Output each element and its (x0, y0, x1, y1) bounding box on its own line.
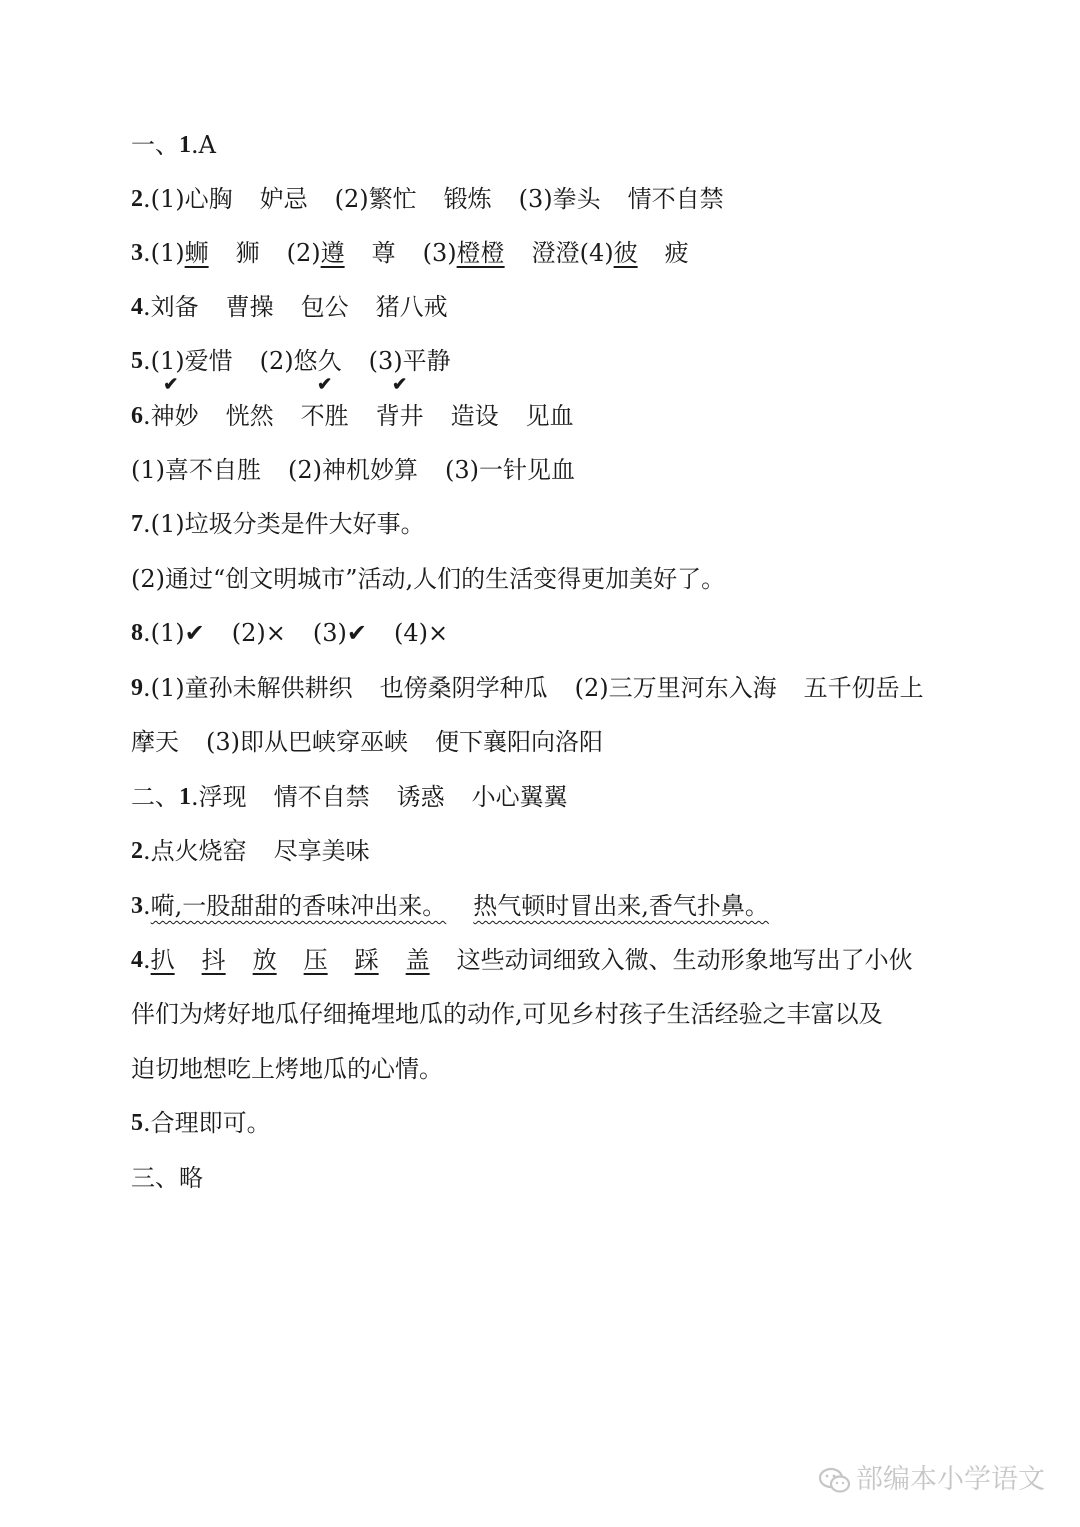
marked-word (143, 374, 199, 436)
item-number: 3 (131, 240, 143, 266)
answer-text: 背井 (375, 402, 424, 430)
answer-text: (2)× (231, 619, 286, 647)
answer-text: (2)神机妙算 (288, 456, 418, 484)
item-number: 5 (131, 1110, 143, 1136)
answer-text: 便下襄阳向洛阳 (435, 728, 603, 756)
marked-word (300, 374, 349, 436)
section-marker: 一、 (131, 131, 179, 159)
item-number: 6 (131, 403, 143, 429)
answer-text: .(1) (143, 239, 185, 267)
answer-text: (2)三万里河东入海 (574, 674, 777, 702)
answer-text: (3) (422, 239, 457, 267)
answer-text: (4)× (393, 619, 449, 647)
answer-text: 小心翼翼 (471, 783, 568, 811)
item-number: 4 (131, 294, 143, 320)
line-16 (131, 940, 913, 980)
item-number: 5 (131, 348, 143, 374)
line-6 (131, 374, 574, 436)
line-18 (131, 1049, 443, 1089)
answer-text: 造设 (450, 402, 499, 430)
watermark-text: 部编本小学语文 (856, 1464, 1045, 1495)
line-15 (131, 886, 769, 926)
item-number: 1 (179, 132, 191, 158)
item-number: 1 (179, 784, 191, 810)
line-4 (131, 287, 448, 327)
answer-text: .(1)✔ (143, 619, 205, 647)
answer-text: .(1)童孙未解供耕织 (143, 674, 353, 702)
answer-text: (2) (286, 239, 321, 267)
answer-text: . (143, 946, 151, 974)
answer-text: 猪八戒 (375, 293, 448, 321)
line-20 (131, 1158, 203, 1198)
item-number: 8 (131, 620, 143, 646)
answer-text: 疲 (664, 239, 689, 267)
answer-text: .合理即可。 (143, 1109, 271, 1137)
underlined-word: 橙橙 (456, 239, 505, 267)
answer-text: 诱惑 (396, 783, 445, 811)
answer-text: 狮 (235, 239, 260, 267)
answer-text: 三、略 (131, 1164, 203, 1192)
line-12 (131, 722, 603, 762)
answer-text: (3)✔ (312, 619, 367, 647)
line-1 (131, 125, 216, 165)
answer-text: .(1)心胸 (143, 185, 233, 213)
answer-text: 尊 (371, 239, 396, 267)
answer-text: (3)一针见血 (445, 456, 575, 484)
answer-text: 也傍桑阴学种瓜 (379, 674, 548, 702)
answer-text: 见血 (525, 402, 574, 430)
underlined-verb: 放 (252, 946, 277, 974)
underlined-word: 彼 (613, 239, 638, 267)
underlined-word: 遵 (320, 239, 345, 267)
answer-text: 情不自禁 (273, 783, 370, 811)
line-8 (131, 504, 425, 544)
answer-text: 迫切地想吃上烤地瓜的心情。 (131, 1055, 443, 1083)
line-10 (131, 613, 448, 653)
answer-text: (2)通过“创文明城市”活动,人们的生活变得更加美好了。 (131, 565, 726, 593)
answer-text: 这些动词细致入微、生动形象地写出了小伙 (456, 946, 913, 974)
section-marker: 二、 (131, 783, 179, 811)
item-number: 9 (131, 675, 143, 701)
check-mark-icon: ✔ (392, 374, 408, 395)
underlined-verb: 抖 (201, 946, 226, 974)
answer-text: 伴们为烤好地瓜仔细掩埋地瓜的动作,可见乡村孩子生活经验之丰富以及 (131, 1000, 883, 1028)
answer-text: 五千仞岳上 (803, 674, 924, 702)
answer-text: (3)拳头 (518, 185, 601, 213)
wavy-underlined-sentence: 热气顿时冒出来,香气扑鼻。 (473, 892, 769, 920)
answer-text: .点火烧窑 (143, 837, 247, 865)
line-7 (131, 450, 575, 490)
wechat-icon (818, 1464, 856, 1495)
answer-text: (3)即从巴峡穿巫峡 (206, 728, 408, 756)
underlined-word: 蛳 (184, 239, 209, 267)
underlined-verb: 压 (303, 946, 328, 974)
marked-word (375, 374, 424, 436)
underlined-verb: 扒 (150, 946, 175, 974)
answer-text: (2)悠久 (259, 347, 342, 375)
item-number: 2 (131, 186, 143, 212)
wavy-underlined-sentence: 嗬,一股甜甜的香味冲出来。 (150, 892, 447, 920)
answer-text: .(1)爱惜 (143, 347, 233, 375)
answer-text: .(1)垃圾分类是件大好事。 (143, 510, 425, 538)
answer-text: 澄澄 (531, 239, 580, 267)
answer-text: 不胜 (300, 402, 349, 430)
line-9 (131, 559, 725, 599)
answer-text: (1)喜不自胜 (131, 456, 261, 484)
answer-text: .刘备 (143, 293, 199, 321)
item-number: 2 (131, 838, 143, 864)
line-2 (131, 179, 724, 219)
answer-text: (3)平静 (368, 347, 451, 375)
item-number: 7 (131, 511, 143, 537)
line-19 (131, 1103, 271, 1143)
answer-text: .浮现 (191, 783, 247, 811)
answer-text: 情不自禁 (627, 185, 724, 213)
underlined-verb: 盖 (405, 946, 430, 974)
line-13 (131, 777, 568, 817)
answer-text: .神妙 (143, 402, 199, 430)
answer-text: . (143, 892, 151, 920)
answer-text: 锻炼 (443, 185, 492, 213)
line-17 (131, 994, 883, 1034)
answer-text: 恍然 (225, 402, 274, 430)
item-number: 4 (131, 947, 143, 973)
answer-text: (4) (579, 239, 614, 267)
answer-text: 包公 (300, 293, 349, 321)
line-11 (131, 668, 924, 708)
line-3 (131, 233, 689, 273)
check-mark-icon: ✔ (163, 374, 179, 395)
answer-text: 摩天 (131, 728, 179, 756)
answer-text: 尽享美味 (273, 837, 370, 865)
line-14 (131, 831, 370, 871)
answer-text: .A (191, 131, 216, 159)
answer-text: 曹操 (225, 293, 274, 321)
watermark (818, 1460, 1045, 1500)
answer-text: 妒忌 (259, 185, 308, 213)
answer-text: (2)繁忙 (334, 185, 417, 213)
underlined-verb: 踩 (354, 946, 379, 974)
item-number: 3 (131, 893, 143, 919)
check-mark-icon: ✔ (317, 374, 333, 395)
